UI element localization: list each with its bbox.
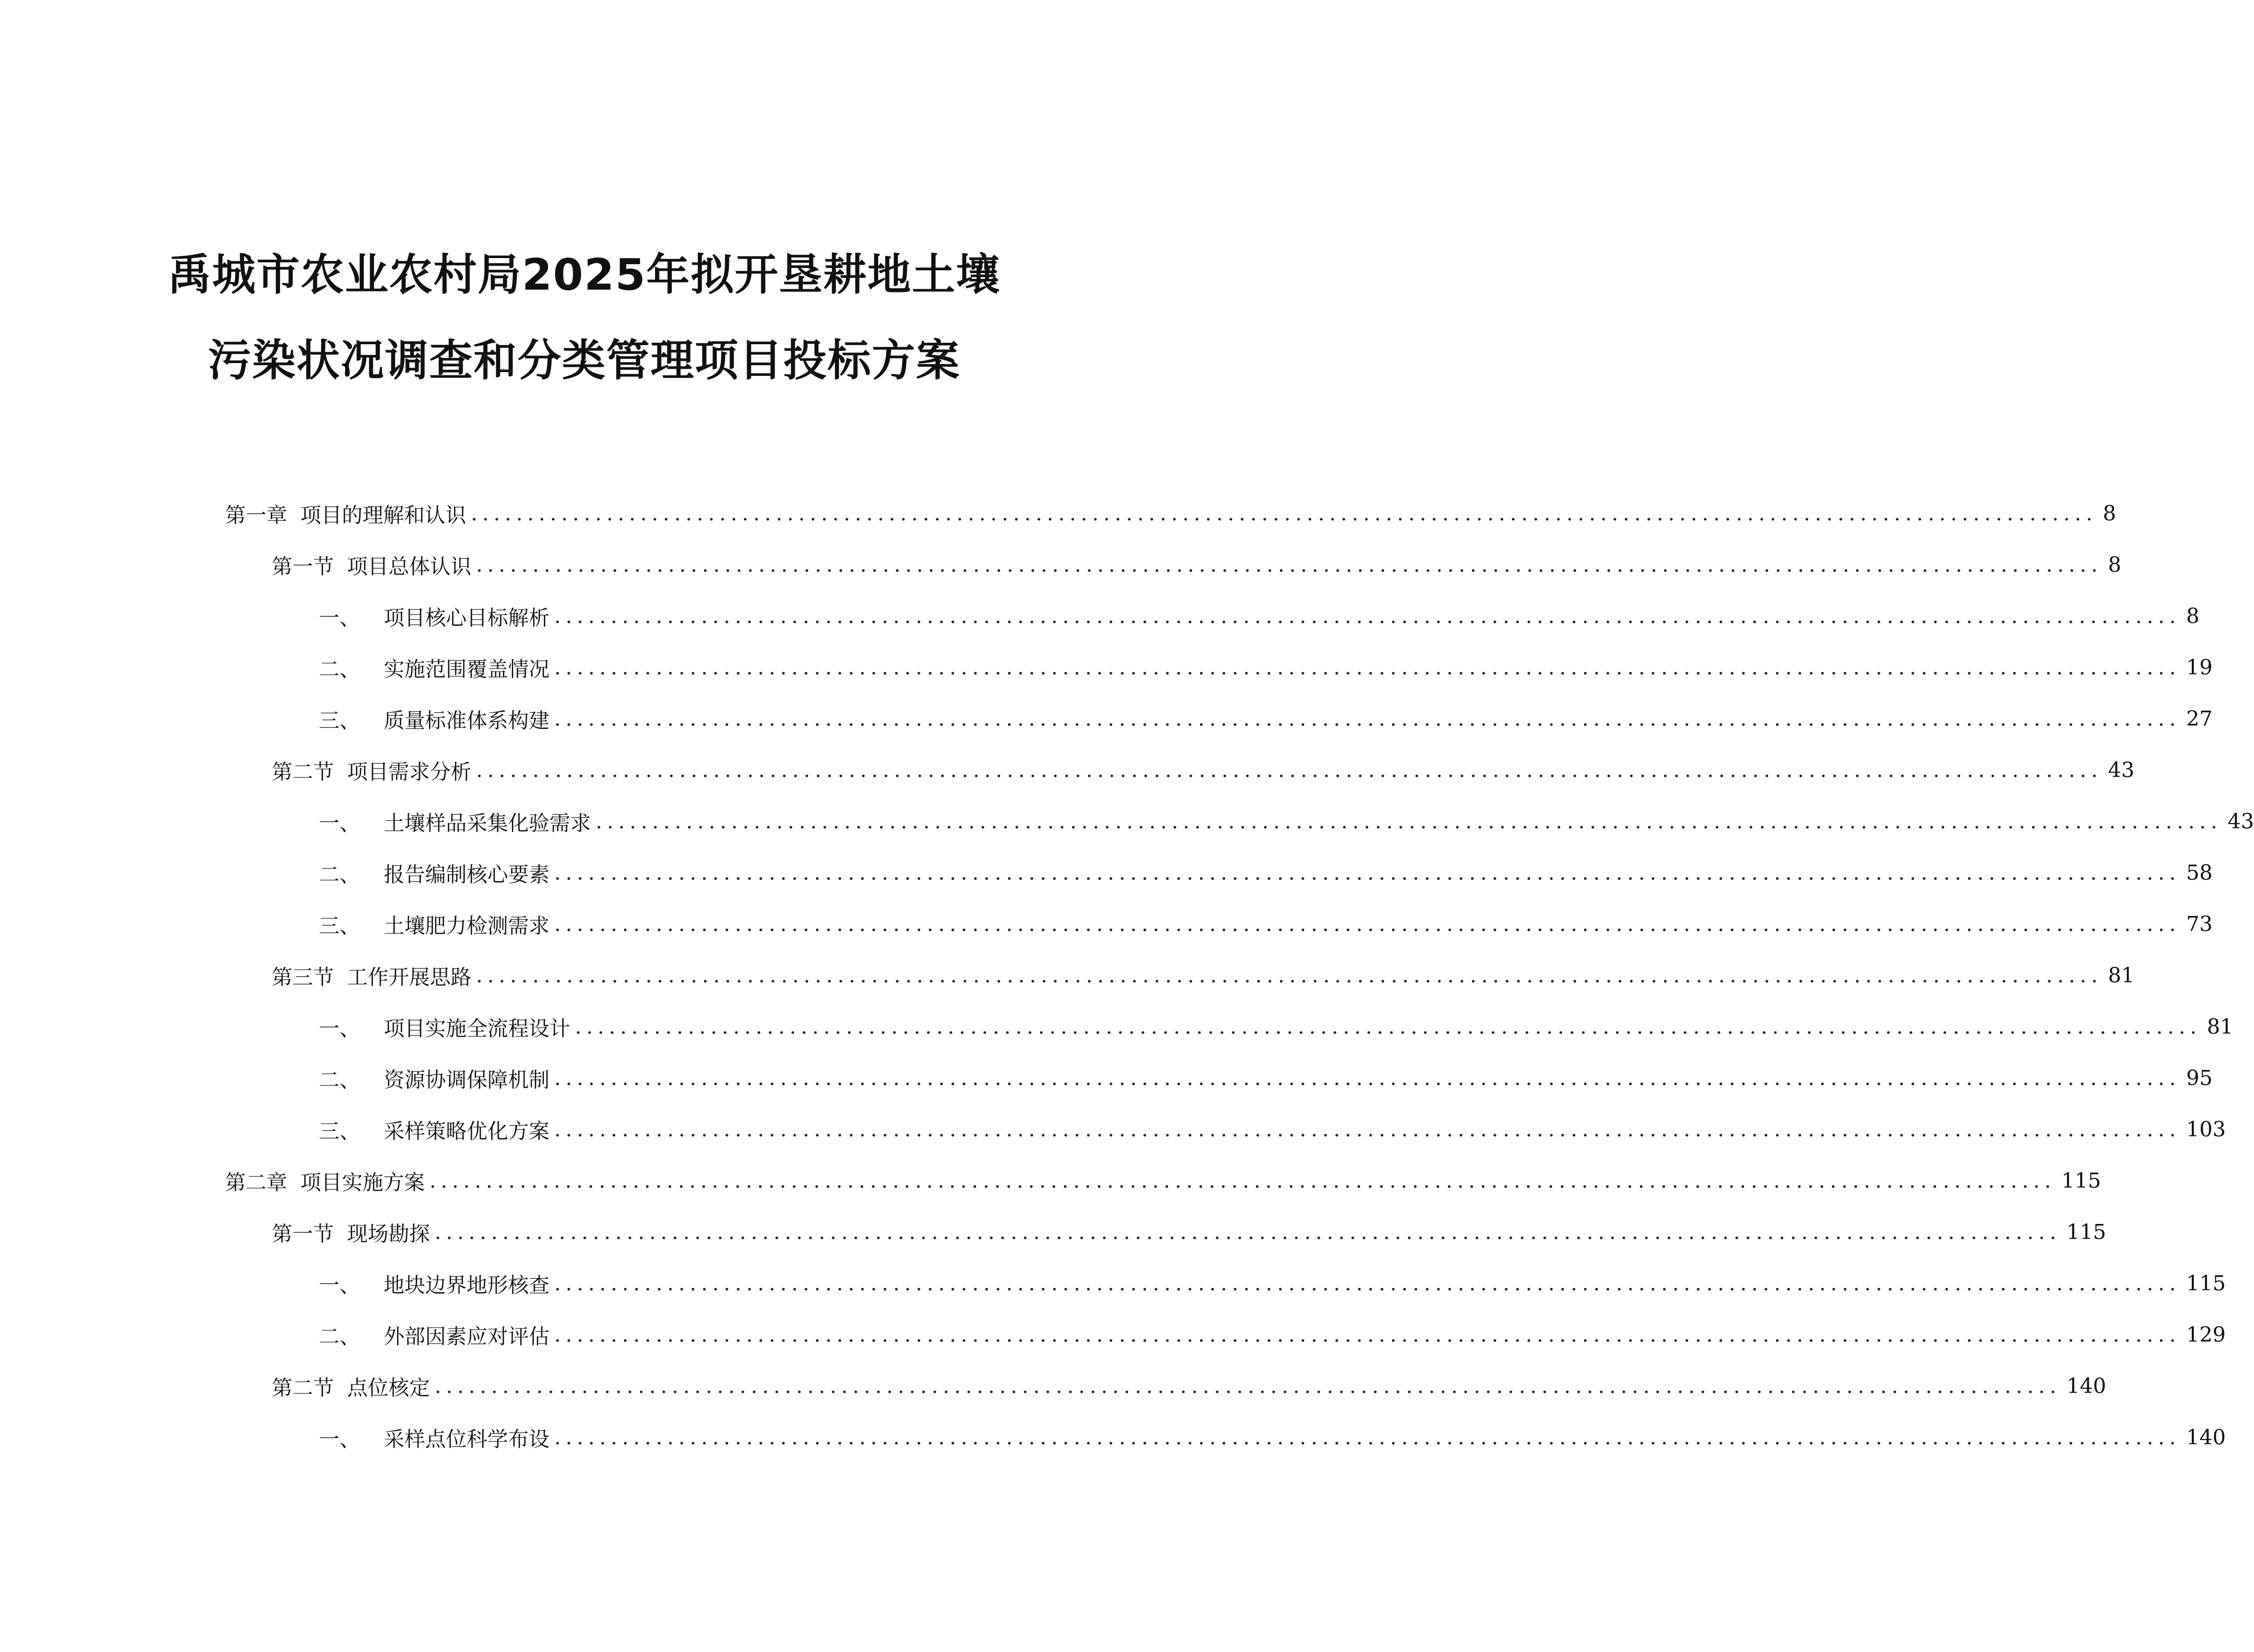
toc-entry-number: 第二章 <box>225 1171 287 1195</box>
toc-entry[interactable] <box>319 1423 2226 1451</box>
toc-entry-page: 103 <box>2186 1117 2226 1142</box>
toc-entry-label: 工作开展思路 <box>347 965 471 989</box>
toc-entry[interactable] <box>272 1372 2107 1400</box>
toc-entry-page: 27 <box>2186 706 2213 731</box>
toc-entry-number: 一、 <box>319 1427 360 1451</box>
toc-entry[interactable] <box>319 807 2254 835</box>
toc-entry-page: 73 <box>2186 912 2213 936</box>
toc-entry-number: 第三节 <box>272 965 334 989</box>
toc-dot-leader: ................................................................................................................................................ <box>575 1014 2202 1039</box>
toc-entry-label: 项目实施全流程设计 <box>384 1017 570 1041</box>
toc-dot-leader: ................................................................................................................................................ <box>554 1066 2181 1090</box>
toc-entry-page: 8 <box>2186 604 2200 628</box>
toc-entry[interactable] <box>272 1218 2107 1246</box>
toc-entry-number: 三、 <box>319 709 360 733</box>
toc-entry-number: 一、 <box>319 811 360 835</box>
toc-dot-leader: ................................................................................................................................................ <box>429 1168 2056 1193</box>
toc-entry[interactable] <box>319 1115 2226 1143</box>
toc-entry-label: 项目实施方案 <box>300 1171 425 1195</box>
toc-entry[interactable] <box>319 602 2200 630</box>
toc-entry[interactable] <box>319 1320 2226 1349</box>
toc-entry-page: 8 <box>2108 552 2122 577</box>
toc-entry[interactable] <box>319 1012 2234 1041</box>
toc-dot-leader: ................................................................................................................................................ <box>554 860 2181 885</box>
toc-dot-leader: ................................................................................................................................................ <box>554 912 2181 936</box>
toc-entry-page: 140 <box>2067 1374 2107 1398</box>
toc-dot-leader: ................................................................................................................................................ <box>596 809 2222 834</box>
toc-entry-page: 81 <box>2108 963 2135 988</box>
toc-entry[interactable] <box>272 961 2135 989</box>
toc-entry-label: 土壤样品采集化验需求 <box>384 811 591 835</box>
toc-entry-number: 三、 <box>319 914 360 938</box>
toc-dot-leader: ................................................................................................................................................ <box>554 655 2181 680</box>
toc-entry-number: 第二节 <box>272 760 334 784</box>
toc-dot-leader: ................................................................................................................................................ <box>471 501 2098 526</box>
toc-entry-label: 项目核心目标解析 <box>384 606 549 630</box>
toc-entry-number: 第一章 <box>225 503 287 527</box>
toc-entry[interactable] <box>272 551 2122 579</box>
toc-entry-label: 项目总体认识 <box>347 555 471 579</box>
toc-entry-page: 43 <box>2108 758 2135 782</box>
toc-entry-number: 一、 <box>319 606 360 630</box>
toc-dot-leader: ................................................................................................................................................ <box>554 604 2181 628</box>
toc-entry-label: 点位核定 <box>347 1376 430 1400</box>
document-title-line-1: 禹城市农业农村局2025年拟开垦耕地土壤 <box>168 250 1001 300</box>
toc-entry[interactable] <box>319 1269 2226 1297</box>
toc-entry-number: 二、 <box>319 1325 360 1349</box>
toc-dot-leader: ................................................................................................................................................ <box>476 963 2103 988</box>
toc-entry-label: 实施范围覆盖情况 <box>384 657 549 681</box>
toc-entry-page: 140 <box>2186 1425 2226 1450</box>
toc-entry[interactable] <box>319 1064 2213 1092</box>
toc-dot-leader: ................................................................................................................................................ <box>476 758 2103 782</box>
toc-entry-page: 81 <box>2207 1014 2234 1039</box>
toc-entry-page: 115 <box>2186 1271 2226 1296</box>
toc-entry-number: 二、 <box>319 657 360 681</box>
toc-dot-leader: ................................................................................................................................................ <box>435 1374 2061 1398</box>
toc-entry-page: 8 <box>2103 501 2117 526</box>
toc-entry[interactable] <box>225 499 2117 527</box>
toc-entry[interactable] <box>319 858 2213 887</box>
toc-entry-number: 一、 <box>319 1273 360 1297</box>
toc-dot-leader: ................................................................................................................................................ <box>554 1271 2181 1296</box>
toc-dot-leader: ................................................................................................................................................ <box>554 1425 2181 1450</box>
toc-entry[interactable] <box>319 910 2213 938</box>
toc-entry-number: 一、 <box>319 1017 360 1041</box>
toc-entry-label: 外部因素应对评估 <box>384 1325 549 1349</box>
toc-entry-label: 采样策略优化方案 <box>384 1119 549 1143</box>
toc-dot-leader: ................................................................................................................................................ <box>435 1220 2061 1244</box>
toc-entry[interactable] <box>225 1166 2101 1195</box>
toc-entry-label: 土壤肥力检测需求 <box>384 914 549 938</box>
toc-dot-leader: ................................................................................................................................................ <box>476 552 2103 577</box>
toc-entry[interactable] <box>319 705 2213 733</box>
toc-entry-page: 19 <box>2186 655 2213 680</box>
toc-entry-page: 115 <box>2061 1168 2101 1193</box>
toc-entry-page: 58 <box>2186 860 2213 885</box>
toc-entry-page: 95 <box>2186 1066 2213 1090</box>
toc-entry-page: 115 <box>2067 1220 2107 1244</box>
toc-entry-number: 第一节 <box>272 555 334 579</box>
toc-entry[interactable] <box>319 653 2213 681</box>
toc-entry-label: 地块边界地形核查 <box>384 1273 549 1297</box>
toc-entry-number: 第一节 <box>272 1222 334 1246</box>
toc-dot-leader: ................................................................................................................................................ <box>554 706 2181 731</box>
toc-entry-number: 二、 <box>319 863 360 887</box>
toc-entry-page: 43 <box>2228 809 2254 834</box>
toc-entry-label: 报告编制核心要素 <box>384 863 549 887</box>
document-title-line-2: 污染状况调查和分类管理项目投标方案 <box>208 335 961 386</box>
toc-entry-page: 129 <box>2186 1322 2226 1347</box>
toc-entry-label: 项目需求分析 <box>347 760 471 784</box>
toc-entry-label: 现场勘探 <box>347 1222 430 1246</box>
toc-entry-number: 二、 <box>319 1068 360 1092</box>
toc-entry-label: 资源协调保障机制 <box>384 1068 549 1092</box>
toc-dot-leader: ................................................................................................................................................ <box>554 1322 2181 1347</box>
toc-entry-number: 第二节 <box>272 1376 334 1400</box>
toc-entry-number: 三、 <box>319 1119 360 1143</box>
toc-dot-leader: ................................................................................................................................................ <box>554 1117 2181 1142</box>
toc-entry-label: 项目的理解和认识 <box>300 503 466 527</box>
toc-entry-label: 采样点位科学布设 <box>384 1427 549 1451</box>
toc-entry-label: 质量标准体系构建 <box>384 709 549 733</box>
toc-entry[interactable] <box>272 756 2135 784</box>
